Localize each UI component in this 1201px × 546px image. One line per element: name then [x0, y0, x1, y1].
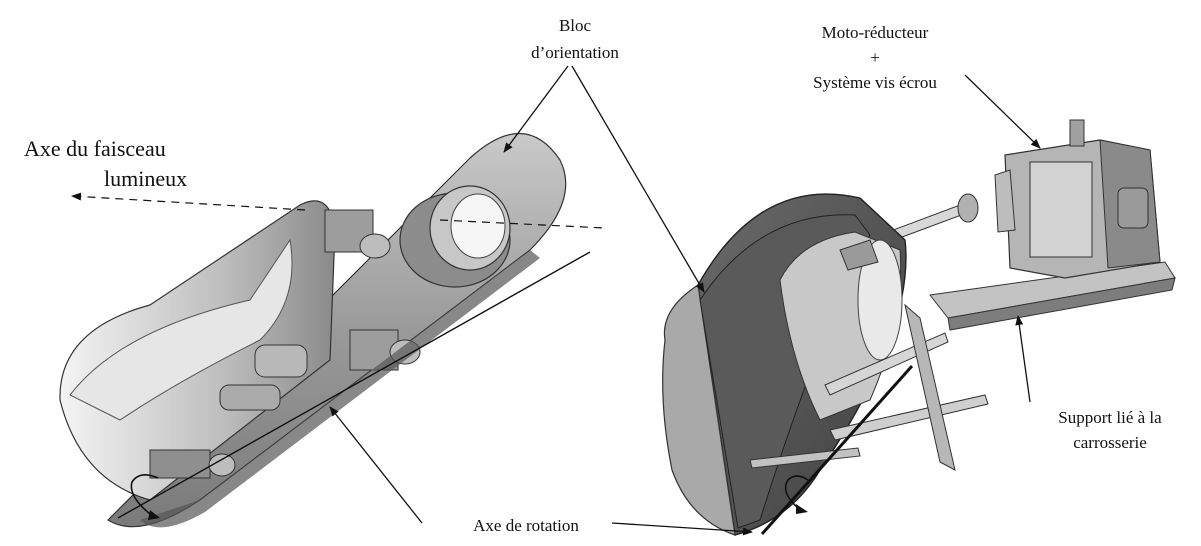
label-beam-axis-line2: lumineux — [104, 166, 188, 191]
motor-reducer — [995, 120, 1160, 278]
label-orientation-block — [490, 12, 660, 66]
label-body-support-line2: carrosserie — [1073, 433, 1147, 452]
lamp-ring — [400, 186, 510, 287]
label-orientation-block-line2: d’orientation — [531, 43, 619, 62]
label-motor-reducer-line1: Moto-réducteur — [821, 23, 929, 42]
label-rotation-axis: Axe de rotation — [473, 516, 579, 535]
beam-axis-line — [72, 196, 305, 210]
label-beam-axis — [24, 134, 234, 194]
label-motor-reducer-line2: + — [870, 48, 880, 67]
label-orientation-block-line1: Bloc — [558, 16, 592, 35]
label-body-support — [1025, 405, 1195, 455]
label-beam-axis-line1: Axe du faisceau — [24, 136, 166, 161]
label-body-support-line1: Support lié à la — [1058, 408, 1162, 427]
label-motor-reducer — [760, 20, 990, 95]
right-assembly — [663, 120, 1175, 535]
label-motor-reducer-line3: Système vis écrou — [813, 73, 937, 92]
